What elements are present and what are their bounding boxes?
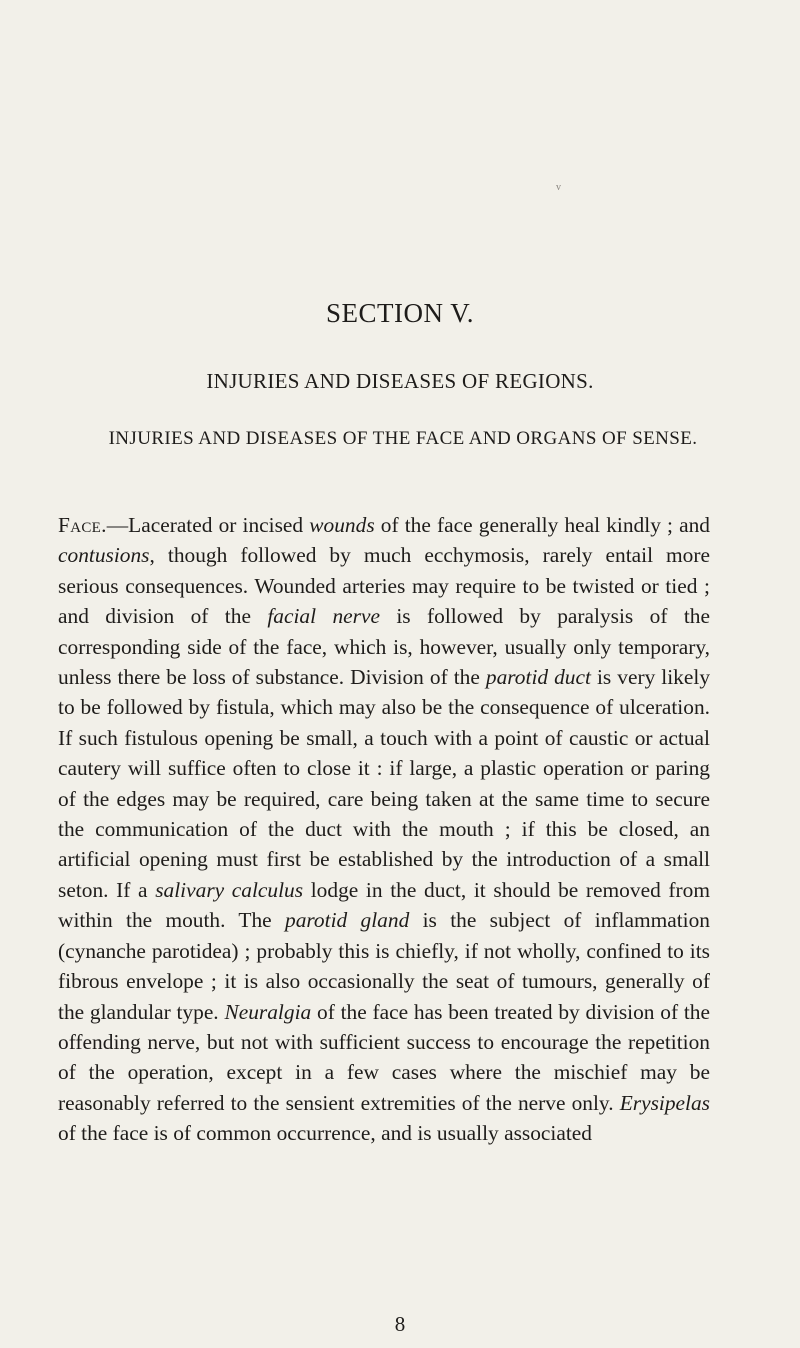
paragraph-lead: Face.: [58, 513, 107, 537]
italic-term-contusions: contusions: [58, 543, 150, 568]
italic-term-facial-nerve: facial nerve: [267, 604, 380, 629]
text-run: is very likely to be followed by fistula, which may also be the consequence of ulceration. If such fistulous opening be small, a touch with a point of caustic or actual cautery will suffice often to close it : if large, a plastic operation or paring of the edges may be required, care being taken at the same time to secure the communication of the duct with the mouth ; if this be closed, an artificial opening must first be established by the introduction of a small seton. If a: [58, 665, 711, 902]
text-run: , though followed by much ecchymosis, rarely entail more serious consequences. Wounded arteries may require to be twisted or tied ; and division of the: [58, 543, 710, 629]
italic-term-erysipelas: Erysipelas: [619, 1090, 710, 1115]
section-title: SECTION V.: [325, 298, 475, 328]
text-run: of the face is of common occurrence, and is usually associated: [58, 1121, 592, 1146]
italic-term-neuralgia: Neuralgia: [224, 999, 312, 1024]
part-title: INJURIES AND DISEASES OF REGIONS.: [206, 369, 594, 393]
stray-mark: v: [556, 182, 561, 193]
page-number: 8: [394, 1312, 406, 1336]
text-run: lodge in the duct, it should be removed from within the mouth. The: [58, 877, 710, 933]
text-run: of the face generally heal kindly ; and: [374, 513, 710, 537]
italic-term-parotid-gland: parotid gland: [285, 908, 410, 933]
italic-term-wounds: wounds: [309, 513, 375, 537]
italic-term-parotid-duct: parotid duct: [485, 665, 591, 690]
text-run: is the subject of inflammation (cynanche parotidea) ; probably this is chiefly, if not wholly, confined to its fibrous envelope ; it is also occasionally the seat of tumours, generally of the glandular type.: [58, 908, 710, 1024]
body-paragraph: [58, 510, 710, 1149]
text-run: of the face has been treated by division of the offending nerve, but not with sufficient success to encourage the repetition of the operation, except in a few cases where the mischief may be reasonably referred to the sensient extremities of the nerve only.: [58, 999, 710, 1115]
italic-term-salivary-calculus: salivary calculus: [155, 877, 304, 902]
subsection-title: INJURIES AND DISEASES OF THE FACE AND ORGANS OF SENSE.: [108, 428, 698, 449]
text-run: is followed by paralysis of the corresponding side of the face, which is, however, usually only temporary, unless there be loss of substance. Division of the: [58, 604, 710, 690]
text-run: —Lacerated or incised: [106, 513, 310, 537]
